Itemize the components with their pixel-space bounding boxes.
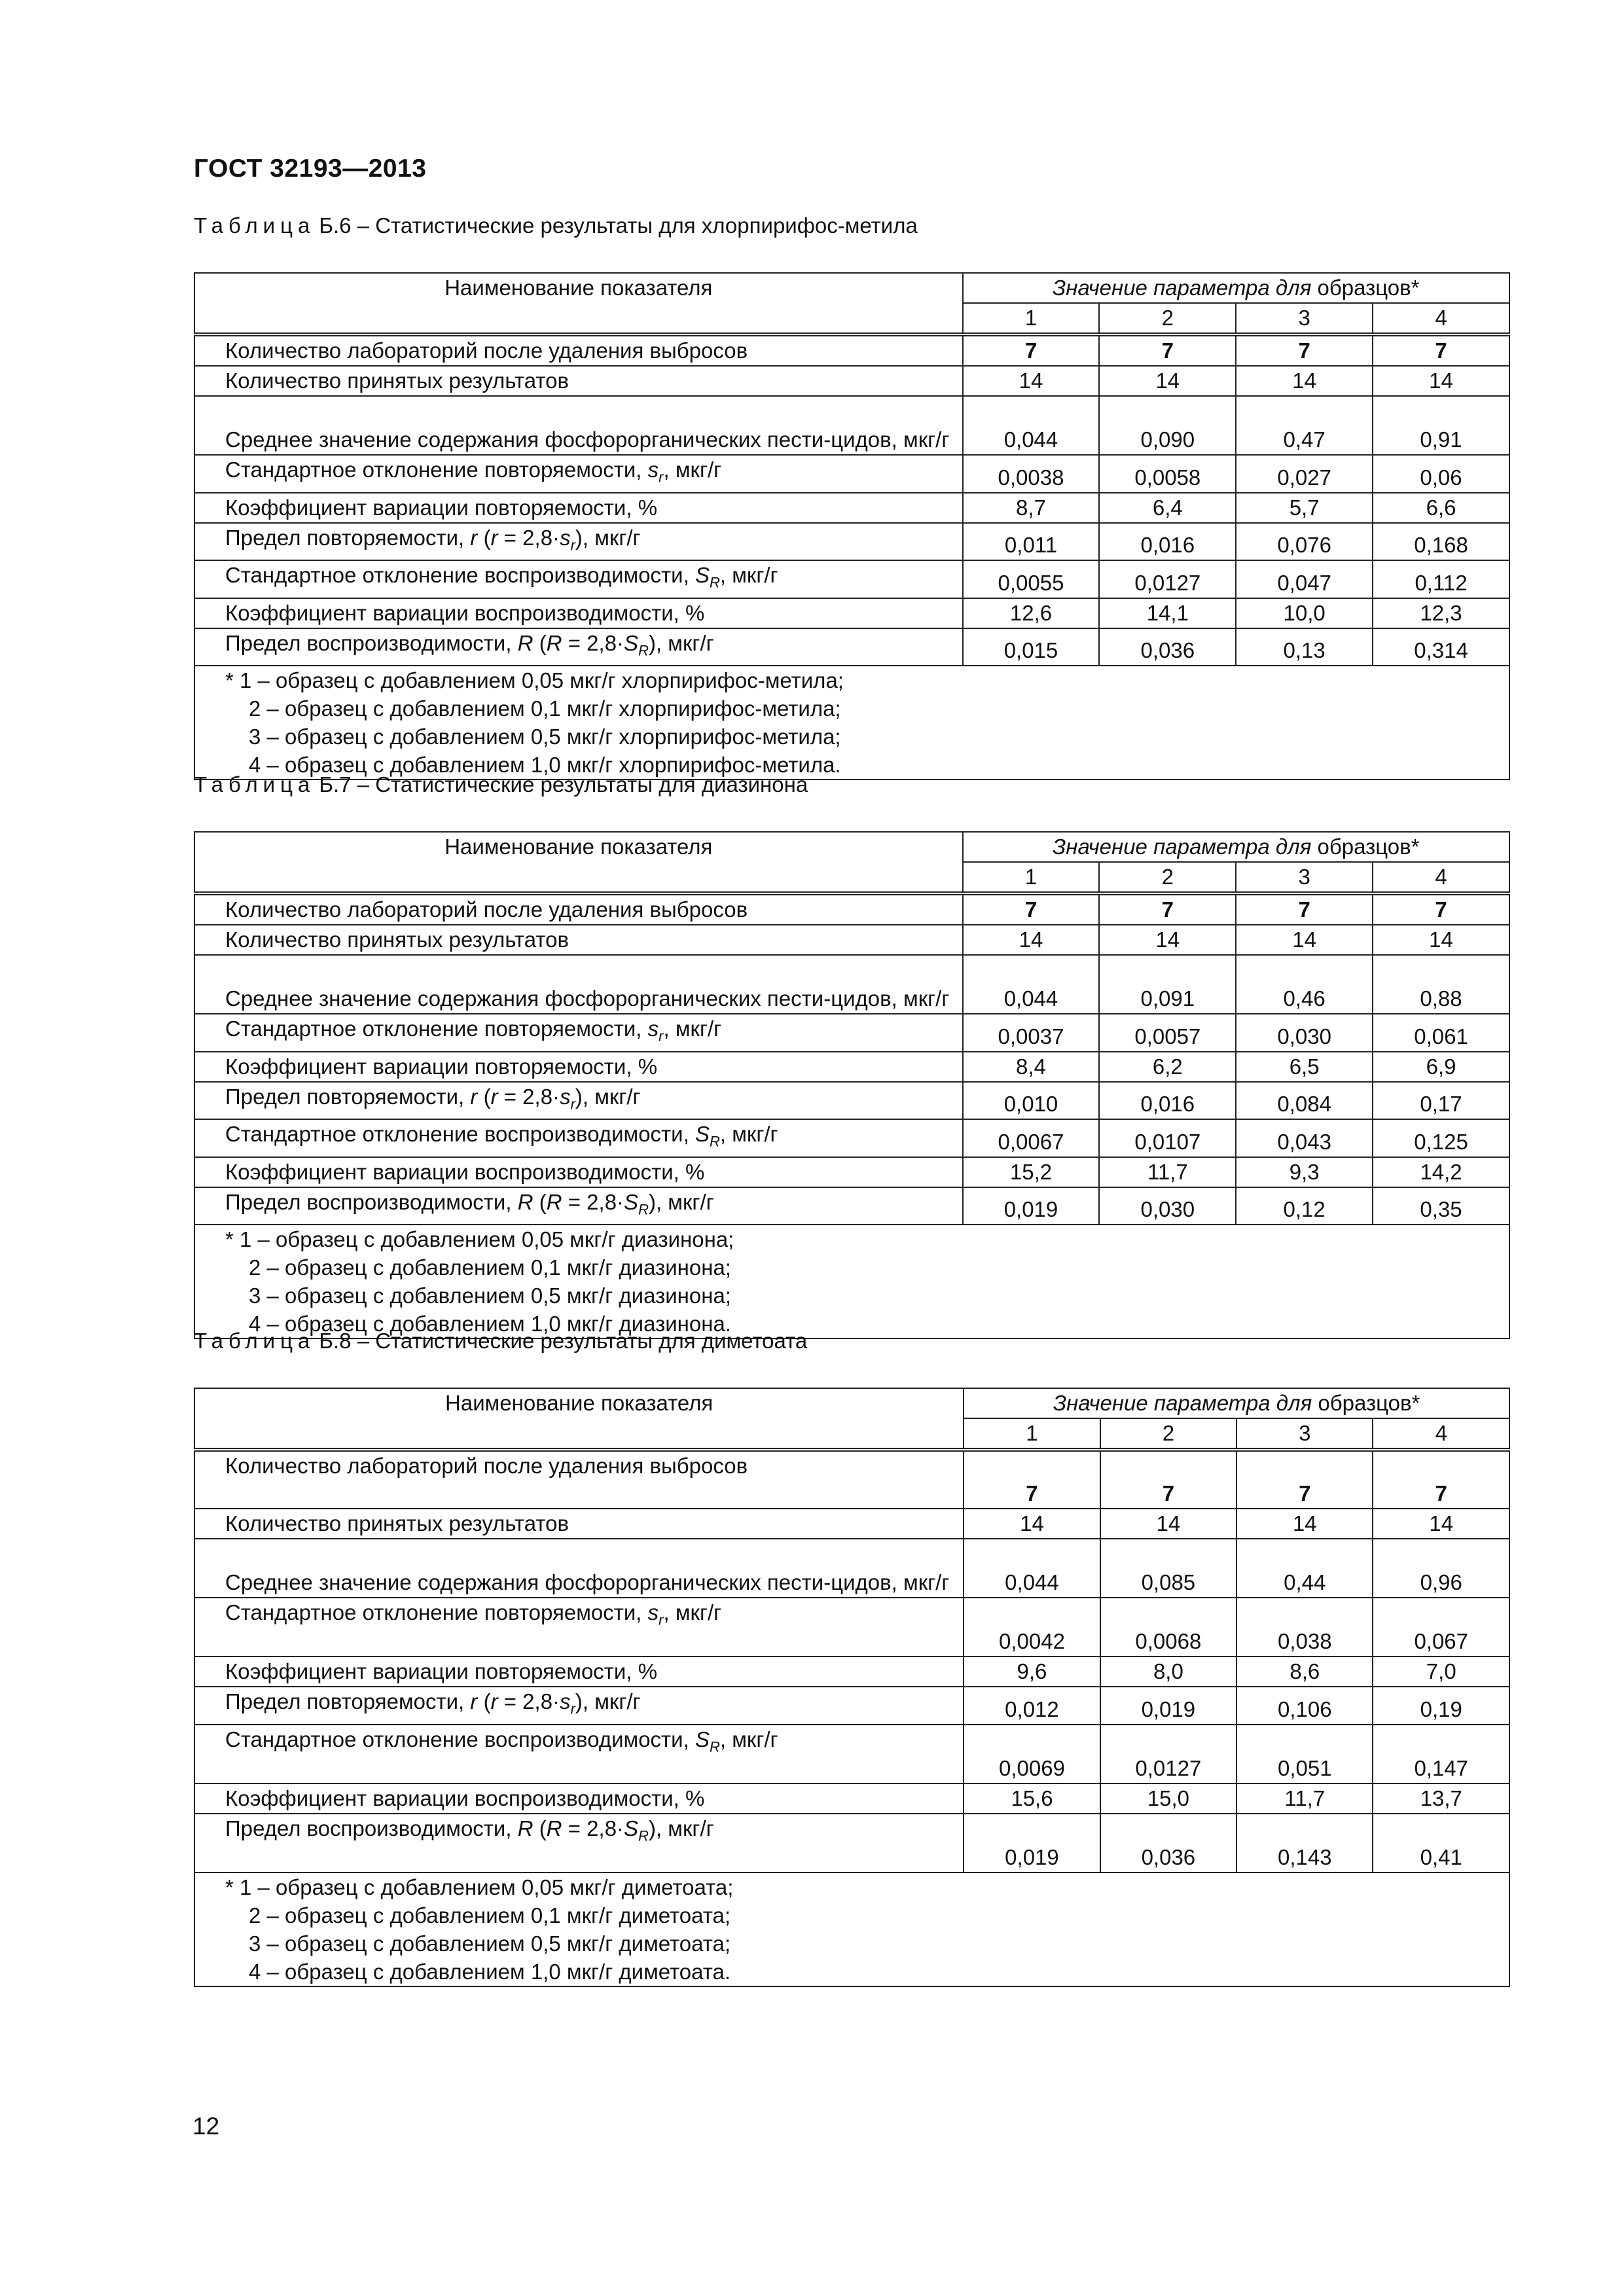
column-header-group: Значение параметра для образцов*	[963, 273, 1509, 303]
value-cell: 8,0	[1100, 1657, 1236, 1687]
value-cell: 8,4	[963, 1052, 1100, 1082]
value-cell: 0,0127	[1099, 560, 1236, 598]
value-cell: 7	[964, 1450, 1100, 1509]
value-cell: 0,44	[1236, 1539, 1373, 1598]
column-header-sample: 2	[1099, 303, 1236, 334]
value-cell: 0,168	[1373, 523, 1509, 561]
value-cell: 8,7	[963, 493, 1100, 523]
value-cell: 0,0107	[1099, 1119, 1236, 1157]
value-cell: 0,019	[964, 1814, 1100, 1873]
column-header-sample: 4	[1373, 303, 1509, 334]
value-cell: 14	[1236, 925, 1373, 955]
value-cell: 0,147	[1373, 1725, 1509, 1784]
column-header-sample: 1	[964, 1418, 1100, 1450]
value-cell: 0,019	[963, 1187, 1100, 1225]
row-label: Предел воспроизводимости, R $(R = 2,8\cdot S_R)$, мкг/г	[194, 1187, 963, 1225]
value-cell: 15,0	[1100, 1784, 1236, 1814]
table-caption	[194, 213, 918, 238]
table-notes	[194, 1873, 1509, 1986]
value-cell: 0,96	[1373, 1539, 1509, 1598]
column-header-sample: 4	[1373, 862, 1509, 893]
value-cell: 0,030	[1099, 1187, 1236, 1225]
value-cell: 14	[964, 1509, 1100, 1539]
table-row	[194, 955, 1509, 1014]
row-label: Предел воспроизводимости, R $(R = 2,8\cdot S_R)$, мкг/г	[194, 1814, 964, 1873]
table-row	[194, 334, 1509, 366]
column-header-sample: 3	[1236, 1418, 1373, 1450]
value-cell: 0,030	[1236, 1014, 1373, 1052]
row-label: Стандартное отклонение повторяемости, $s_r$, мкг/г	[194, 1598, 964, 1657]
note-line: * 1 – образец с добавлением 0,05 мкг/г диазинона;	[225, 1227, 734, 1252]
note-line: 4 – образец с добавлением 1,0 мкг/г хлорпирифос-метила.	[249, 753, 841, 778]
row-label: Стандартное отклонение воспроизводимости, $S_R$, мкг/г	[194, 1725, 964, 1784]
value-cell: 11,7	[1236, 1784, 1373, 1814]
value-cell: 7	[963, 334, 1100, 366]
row-label: Количество принятых результатов	[194, 1509, 964, 1539]
value-cell: 7	[1236, 334, 1373, 366]
row-label: Предел повторяемости, r $(r = 2,8\cdot s_r)$, мкг/г	[194, 1687, 964, 1725]
table-row	[194, 1687, 1509, 1725]
table-row	[194, 1119, 1509, 1157]
value-cell: 7	[1099, 893, 1236, 925]
row-label: Количество лабораторий после удаления выбросов	[194, 334, 963, 366]
table-row	[194, 396, 1509, 455]
row-label: Коэффициент вариации повторяемости, %	[194, 1052, 963, 1082]
value-cell: 13,7	[1373, 1784, 1509, 1814]
value-cell: 14	[1099, 925, 1236, 955]
column-header-sample: 1	[963, 862, 1100, 893]
table-caption-label: Таблица	[194, 1329, 316, 1353]
value-cell: 0,0067	[963, 1119, 1100, 1157]
note-line: 3 – образец с добавлением 0,5 мкг/г диазинона;	[249, 1283, 731, 1308]
table-row	[194, 1157, 1509, 1187]
column-header-sample: 3	[1236, 862, 1373, 893]
table-row	[194, 523, 1509, 561]
value-cell: 0,091	[1099, 955, 1236, 1014]
table-caption-label: Таблица	[194, 772, 316, 797]
value-cell: 0,41	[1373, 1814, 1509, 1873]
row-label: Стандартное отклонение воспроизводимости, $S_R$, мкг/г	[194, 560, 963, 598]
value-cell: 0,010	[963, 1082, 1100, 1120]
column-header-name: Наименование показателя	[194, 832, 963, 893]
table-row	[194, 1082, 1509, 1120]
value-cell: 0,106	[1236, 1687, 1373, 1725]
row-label: Среднее значение содержания фосфорорганических пести-цидов, мкг/г	[194, 1539, 964, 1598]
column-header-group: Значение параметра для образцов*	[963, 832, 1509, 862]
column-header-sample: 1	[963, 303, 1100, 334]
value-cell: 0,47	[1236, 396, 1373, 455]
document-title: ГОСТ 32193—2013	[194, 154, 427, 183]
value-cell: 0,012	[964, 1687, 1100, 1725]
row-label: Предел повторяемости, r $(r = 2,8\cdot s_r)$, мкг/г	[194, 523, 963, 561]
table-row	[194, 455, 1509, 493]
value-cell: 0,043	[1236, 1119, 1373, 1157]
value-cell: 7,0	[1373, 1657, 1509, 1687]
row-label: Коэффициент вариации воспроизводимости, %	[194, 598, 963, 628]
table-notes-row	[194, 1225, 1509, 1338]
value-cell: 6,9	[1373, 1052, 1509, 1082]
table-row	[194, 1784, 1509, 1814]
table-row	[194, 628, 1509, 666]
value-cell: 5,7	[1236, 493, 1373, 523]
table-row	[194, 893, 1509, 925]
page-number: 12	[192, 2113, 220, 2140]
value-cell: 0,085	[1100, 1539, 1236, 1598]
value-cell: 0,17	[1373, 1082, 1509, 1120]
table-row	[194, 560, 1509, 598]
value-cell: 0,061	[1373, 1014, 1509, 1052]
value-cell: 0,0057	[1099, 1014, 1236, 1052]
row-label: Количество принятых результатов	[194, 925, 963, 955]
value-cell: 0,0068	[1100, 1598, 1236, 1657]
value-cell: 8,6	[1236, 1657, 1373, 1687]
value-cell: 0,13	[1236, 628, 1373, 666]
value-cell: 14,2	[1373, 1157, 1509, 1187]
value-cell: 7	[1373, 334, 1509, 366]
table-row	[194, 1814, 1509, 1873]
row-label: Коэффициент вариации воспроизводимости, %	[194, 1784, 964, 1814]
value-cell: 15,6	[964, 1784, 1100, 1814]
value-cell: 7	[1100, 1450, 1236, 1509]
value-cell: 0,076	[1236, 523, 1373, 561]
row-label: Количество лабораторий после удаления выбросов	[194, 1450, 964, 1509]
table-caption	[194, 1329, 807, 1354]
value-cell: 12,6	[963, 598, 1100, 628]
value-cell: 0,35	[1373, 1187, 1509, 1225]
value-cell: 0,036	[1099, 628, 1236, 666]
column-header-sample: 2	[1099, 862, 1236, 893]
value-cell: 14	[1373, 366, 1509, 396]
table-notes	[194, 666, 1509, 780]
value-cell: 7	[1373, 893, 1509, 925]
table-row	[194, 1014, 1509, 1052]
table-row	[194, 1657, 1509, 1687]
value-cell: 0,19	[1373, 1687, 1509, 1725]
value-cell: 0,06	[1373, 455, 1509, 493]
table-row	[194, 493, 1509, 523]
value-cell: 0,125	[1373, 1119, 1509, 1157]
table-notes-row	[194, 666, 1509, 780]
value-cell: 0,027	[1236, 455, 1373, 493]
value-cell: 7	[1236, 893, 1373, 925]
column-header-group: Значение параметра для образцов*	[964, 1388, 1509, 1418]
value-cell: 9,6	[964, 1657, 1100, 1687]
row-label: Коэффициент вариации повторяемости, %	[194, 493, 963, 523]
table-header-row	[194, 1388, 1509, 1418]
note-line: 4 – образец с добавлением 1,0 мкг/г диазинона.	[249, 1312, 731, 1336]
value-cell: 14	[1236, 1509, 1373, 1539]
value-cell: 7	[1373, 1450, 1509, 1509]
value-cell: 0,88	[1373, 955, 1509, 1014]
row-label: Предел повторяемости, r $(r = 2,8\cdot s_r)$, мкг/г	[194, 1082, 963, 1120]
value-cell: 12,3	[1373, 598, 1509, 628]
value-cell: 0,0058	[1099, 455, 1236, 493]
table-row	[194, 1539, 1509, 1598]
value-cell: 0,090	[1099, 396, 1236, 455]
value-cell: 14	[1373, 1509, 1509, 1539]
note-line: 2 – образец с добавлением 0,1 мкг/г хлорпирифос-метила;	[249, 696, 841, 721]
row-label: Предел воспроизводимости, R $(R = 2,8\cdot S_R)$, мкг/г	[194, 628, 963, 666]
table-caption	[194, 772, 808, 797]
table-row	[194, 1450, 1509, 1509]
value-cell: 0,044	[963, 955, 1100, 1014]
value-cell: 0,044	[964, 1539, 1100, 1598]
value-cell: 0,12	[1236, 1187, 1373, 1225]
value-cell: 0,016	[1099, 1082, 1236, 1120]
value-cell: 15,2	[963, 1157, 1100, 1187]
value-cell: 14	[1373, 925, 1509, 955]
value-cell: 0,0038	[963, 455, 1100, 493]
value-cell: 0,314	[1373, 628, 1509, 666]
column-header-sample: 2	[1100, 1418, 1236, 1450]
table-caption-text: Б.7 – Статистические результаты для диазинона	[319, 772, 808, 797]
statistics-table	[194, 831, 1510, 1339]
value-cell: 14	[963, 366, 1100, 396]
row-label: Стандартное отклонение воспроизводимости, $S_R$, мкг/г	[194, 1119, 963, 1157]
value-cell: 0,067	[1373, 1598, 1509, 1657]
table-row	[194, 925, 1509, 955]
value-cell: 0,112	[1373, 560, 1509, 598]
row-label: Коэффициент вариации повторяемости, %	[194, 1657, 964, 1687]
table-row	[194, 366, 1509, 396]
column-header-sample: 3	[1236, 303, 1373, 334]
value-cell: 7	[963, 893, 1100, 925]
value-cell: 11,7	[1099, 1157, 1236, 1187]
note-line: 2 – образец с добавлением 0,1 мкг/г диметоата;	[249, 1903, 731, 1928]
table-notes-row	[194, 1873, 1509, 1986]
value-cell: 0,0037	[963, 1014, 1100, 1052]
value-cell: 0,0055	[963, 560, 1100, 598]
column-header-name: Наименование показателя	[194, 1388, 964, 1450]
value-cell: 0,044	[963, 396, 1100, 455]
row-label: Количество лабораторий после удаления выбросов	[194, 893, 963, 925]
table-row	[194, 1725, 1509, 1784]
table-notes	[194, 1225, 1509, 1338]
table-header-row	[194, 273, 1509, 303]
value-cell: 0,46	[1236, 955, 1373, 1014]
value-cell: 10,0	[1236, 598, 1373, 628]
value-cell: 0,084	[1236, 1082, 1373, 1120]
value-cell: 0,91	[1373, 396, 1509, 455]
column-header-name: Наименование показателя	[194, 273, 963, 334]
value-cell: 0,0069	[964, 1725, 1100, 1784]
row-label: Среднее значение содержания фосфорорганических пести-цидов, мкг/г	[194, 955, 963, 1014]
value-cell: 0,143	[1236, 1814, 1373, 1873]
note-line: * 1 – образец с добавлением 0,05 мкг/г диметоата;	[225, 1874, 734, 1899]
value-cell: 14	[1099, 366, 1236, 396]
value-cell: 0,038	[1236, 1598, 1373, 1657]
value-cell: 0,0042	[964, 1598, 1100, 1657]
value-cell: 14	[963, 925, 1100, 955]
value-cell: 0,036	[1100, 1814, 1236, 1873]
note-line: 3 – образец с добавлением 0,5 мкг/г хлорпирифос-метила;	[249, 725, 841, 749]
statistics-table	[194, 1388, 1510, 1987]
value-cell: 14	[1236, 366, 1373, 396]
statistics-table	[194, 272, 1510, 780]
table-row	[194, 1052, 1509, 1082]
row-label: Стандартное отклонение повторяемости, $s_r$, мкг/г	[194, 1014, 963, 1052]
value-cell: 0,0127	[1100, 1725, 1236, 1784]
value-cell: 6,2	[1099, 1052, 1236, 1082]
value-cell: 6,6	[1373, 493, 1509, 523]
table-header-row	[194, 832, 1509, 862]
table-row	[194, 1598, 1509, 1657]
note-line: 4 – образец с добавлением 1,0 мкг/г диметоата.	[249, 1959, 731, 1984]
value-cell: 0,011	[963, 523, 1100, 561]
value-cell: 0,051	[1236, 1725, 1373, 1784]
row-label: Количество принятых результатов	[194, 366, 963, 396]
table-caption-label: Таблица	[194, 213, 316, 238]
value-cell: 6,5	[1236, 1052, 1373, 1082]
table-caption-text: Б.6 – Статистические результаты для хлорпирифос-метила	[319, 213, 918, 238]
row-label: Коэффициент вариации воспроизводимости, %	[194, 1157, 963, 1187]
value-cell: 9,3	[1236, 1157, 1373, 1187]
value-cell: 0,016	[1099, 523, 1236, 561]
note-line: 3 – образец с добавлением 0,5 мкг/г диметоата;	[249, 1931, 731, 1956]
column-header-sample: 4	[1373, 1418, 1509, 1450]
note-line: 2 – образец с добавлением 0,1 мкг/г диазинона;	[249, 1255, 731, 1280]
table-row	[194, 1509, 1509, 1539]
value-cell: 14	[1100, 1509, 1236, 1539]
note-line: * 1 – образец с добавлением 0,05 мкг/г хлорпирифос-метила;	[225, 668, 844, 693]
table-row	[194, 1187, 1509, 1225]
table-caption-text: Б.8 – Статистические результаты для диметоата	[319, 1329, 808, 1353]
value-cell: 7	[1236, 1450, 1373, 1509]
value-cell: 0,019	[1100, 1687, 1236, 1725]
value-cell: 14,1	[1099, 598, 1236, 628]
value-cell: 6,4	[1099, 493, 1236, 523]
value-cell: 0,047	[1236, 560, 1373, 598]
row-label: Среднее значение содержания фосфорорганических пести-цидов, мкг/г	[194, 396, 963, 455]
value-cell: 0,015	[963, 628, 1100, 666]
table-row	[194, 598, 1509, 628]
row-label: Стандартное отклонение повторяемости, $s_r$, мкг/г	[194, 455, 963, 493]
value-cell: 7	[1099, 334, 1236, 366]
